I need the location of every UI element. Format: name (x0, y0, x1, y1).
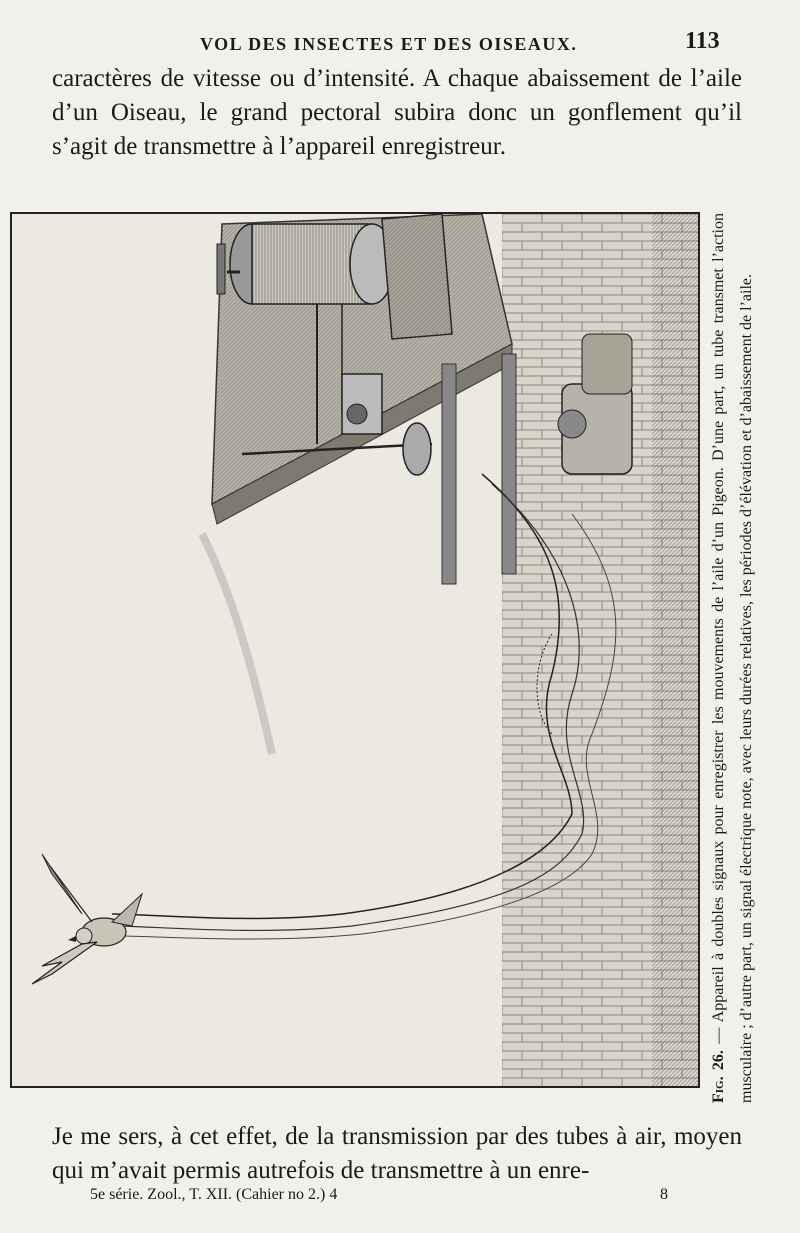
signature-line: 5e série. Zool., T. XII. (Cahier no 2.) 4 (90, 1186, 338, 1203)
figure-caption-text: — Appareil à doubles signaux pour enregistrer les mouvements de l’aile d’un Pigeon. D’une part, un tube transmet l’action musculaire ; d’autre part, un signal électrique note, avec leurs durées relatives, les périodes d’élévation et d’abaissement de l’aile. (710, 213, 755, 1103)
figure-caption (705, 213, 795, 1103)
figure-label: Fig. 26. (710, 1050, 727, 1103)
signature-number: 8 (660, 1186, 668, 1203)
body-paragraph-bottom: Je me sers, à cet effet, de la transmission par des tubes à air, moyen qui m’avait permis autrefois de transmettre à un enre- (52, 1123, 742, 1184)
running-head: VOL DES INSECTES ET DES OISEAUX. (200, 34, 578, 54)
body-paragraph-top: caractères de vitesse ou d’intensité. A chaque abaissement de l’aile d’un Oiseau, le grand pectoral subira donc un gonflement qu’il s’agit de transmettre à l’appareil enregistreur. (52, 65, 742, 160)
figure-illustration (10, 212, 700, 1088)
page-footer (0, 1180, 800, 1210)
apparatus-engraving (12, 214, 698, 1086)
page-header (0, 26, 800, 62)
page-number: 113 (685, 28, 720, 54)
